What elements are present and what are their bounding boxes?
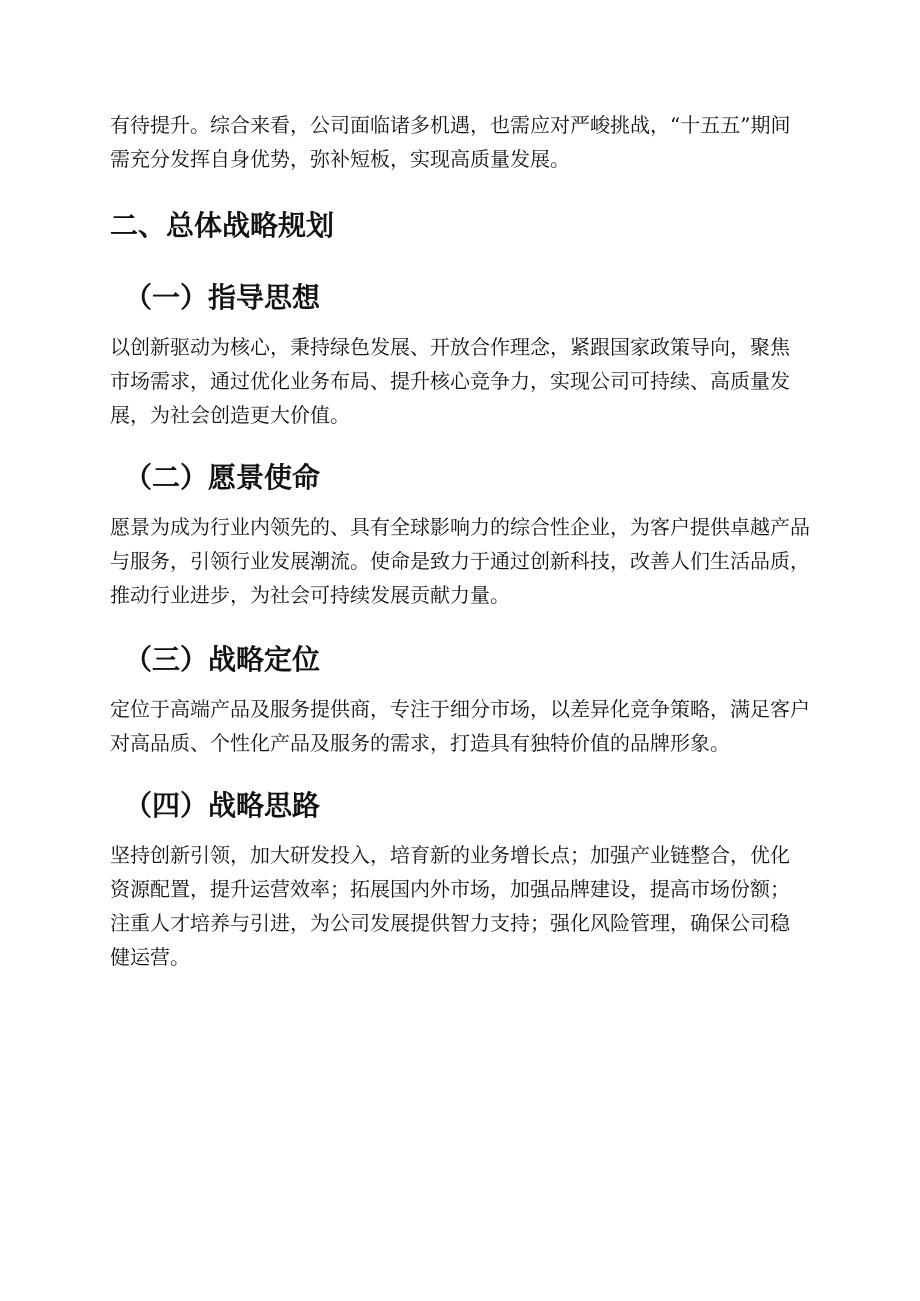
subsection-heading-strategic-approach: （四）战略思路 [124, 789, 321, 822]
subsection-paragraph-vision-mission [110, 510, 810, 612]
paragraph-line: 需充分发挥自身优势，弥补短板，实现高质量发展。 [110, 147, 570, 171]
paragraph-line: 市场需求，通过优化业务布局、提升核心竞争力，实现公司可持续、高质量发 [110, 369, 790, 393]
intro-paragraph [110, 108, 810, 176]
subsection-paragraph-strategic-approach [110, 838, 810, 974]
paragraph-line: 坚持创新引领，加大研发投入，培育新的业务增长点；加强产业链整合，优化 [110, 843, 790, 867]
paragraph-line: 与服务，引领行业发展潮流。使命是致力于通过创新科技，改善人们生活品质， [110, 549, 810, 573]
paragraph-line: 定位于高端产品及服务提供商，专注于细分市场，以差异化竞争策略，满足客户 [110, 697, 810, 721]
section-title: 二、总体战略规划 [110, 209, 335, 242]
subsection-paragraph-guiding-ideology [110, 330, 810, 432]
paragraph-line: 推动行业进步，为社会可持续发展贡献力量。 [110, 583, 510, 607]
paragraph-line: 对高品质、个性化产品及服务的需求，打造具有独特价值的品牌形象。 [110, 731, 730, 755]
paragraph-line: 资源配置，提升运营效率；拓展国内外市场，加强品牌建设，提高市场份额； [110, 877, 790, 901]
paragraph-line: 以创新驱动为核心，秉持绿色发展、开放合作理念，紧跟国家政策导向，聚焦 [110, 335, 790, 359]
paragraph-line: 愿景为成为行业内领先的、具有全球影响力的综合性企业，为客户提供卓越产品 [110, 515, 810, 539]
subsection-heading-guiding-ideology: （一）指导思想 [124, 281, 321, 314]
subsection-paragraph-strategic-positioning [110, 692, 810, 760]
section-heading [110, 206, 810, 246]
paragraph-line: 有待提升。综合来看，公司面临诸多机遇，也需应对严峻挑战，“十五五”期间 [110, 113, 791, 137]
paragraph-line: 健运营。 [110, 945, 190, 969]
subsection-heading-strategic-positioning: （三）战略定位 [124, 643, 321, 676]
paragraph-line: 注重人才培养与引进，为公司发展提供智力支持；强化风险管理，确保公司稳 [110, 911, 790, 935]
subsection-heading-vision-mission: （二）愿景使命 [124, 461, 321, 494]
paragraph-line: 展，为社会创造更大价值。 [110, 403, 350, 427]
